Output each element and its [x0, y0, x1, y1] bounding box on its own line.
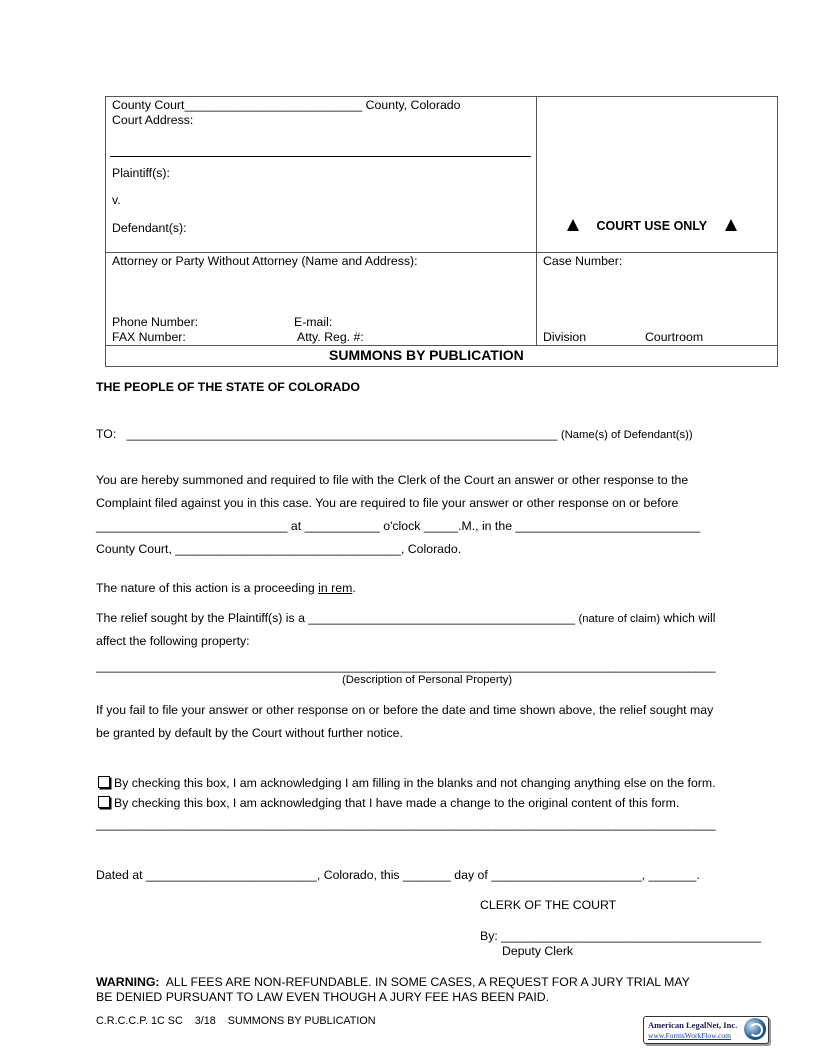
nature-in-rem: in rem	[318, 581, 353, 595]
form-identifier: C.R.C.C.P. 1C SC 3/18 SUMMONS BY PUBLICATION	[96, 1015, 376, 1027]
relief-line	[96, 611, 715, 625]
by-signature-line: By: ______________________________________	[480, 929, 762, 943]
warning-label: WARNING:	[96, 975, 160, 989]
court-use-only	[567, 219, 737, 233]
acknowledge-change[interactable]	[98, 796, 679, 810]
to-label: TO:	[96, 427, 117, 441]
county-court-line: County Court__________________________ County, Colorado	[112, 98, 461, 112]
form-title: SUMMONS BY PUBLICATION	[329, 347, 524, 363]
attorney-label: Attorney or Party Without Attorney (Name and Address):	[112, 254, 418, 268]
acknowledge-change-label: By checking this box, I am acknowledging that I have made a change to the original content of this form.	[114, 796, 680, 810]
acknowledge-no-change[interactable]	[98, 776, 716, 790]
courtroom-label: Courtroom	[645, 330, 704, 344]
warning-text-1: ALL FEES ARE NON-REFUNDABLE. IN SOME CASES, A REQUEST FOR A JURY TRIAL MAY	[165, 975, 690, 989]
relief-suffix: which will	[663, 611, 716, 625]
logo-website-link[interactable]: www.FormsWorkFlow.com	[648, 1031, 732, 1040]
checkbox-icon[interactable]	[98, 796, 110, 808]
atty-reg-label: Atty. Reg. #:	[297, 330, 364, 344]
change-description-line: _____________________________________________________________________________________________	[96, 817, 716, 831]
to-line	[96, 427, 693, 441]
dated-line: Dated at _________________________, Colorado, this _______ day of ______________________, _______.	[96, 868, 700, 882]
summons-paragraph-line-3: ____________________________ at ___________ o'clock _____.M., in the ___________________________	[96, 519, 701, 533]
phone-label: Phone Number:	[112, 315, 199, 329]
defendants-label: Defendant(s):	[112, 221, 187, 235]
nature-prefix: The nature of this action is a proceeding	[96, 581, 319, 595]
versus-label: v.	[112, 193, 121, 207]
deputy-clerk-label: Deputy Clerk	[502, 944, 574, 958]
summons-paragraph-line-2: Complaint filed against you in this case. You are required to file your answer or other response on or before	[96, 496, 679, 510]
warning-line-1	[96, 975, 690, 989]
caption-divider-vertical	[536, 96, 537, 346]
checkbox-icon[interactable]	[98, 776, 110, 788]
address-line	[110, 156, 531, 157]
title-divider	[105, 345, 778, 346]
acknowledge-no-change-label: By checking this box, I am acknowledging I am filling in the blanks and not changing anything else on the form.	[114, 776, 716, 790]
logo-company-name: American LegalNet, Inc.	[648, 1020, 738, 1030]
case-number-label: Case Number:	[543, 254, 623, 268]
court-use-only-label: COURT USE ONLY	[596, 219, 708, 233]
relief-line-2: affect the following property:	[96, 634, 250, 648]
email-label: E-mail:	[294, 315, 333, 329]
warning-line-2: BE DENIED PURSUANT TO LAW EVEN THOUGH A JURY FEE HAS BEEN PAID.	[96, 990, 550, 1004]
publisher-logo[interactable]	[643, 1016, 769, 1044]
division-label: Division	[543, 330, 587, 344]
property-line: _____________________________________________________________________________________________	[96, 659, 716, 673]
caption-divider-horizontal	[105, 252, 778, 253]
to-blank: _______________________________________________________________	[126, 427, 558, 441]
relief-nature-of-claim: (nature of claim)	[578, 613, 661, 625]
triangle-up-icon	[567, 219, 579, 231]
triangle-up-icon	[725, 219, 737, 231]
summons-paragraph-line-4: County Court, _________________________________, Colorado.	[96, 542, 462, 556]
fax-label: FAX Number:	[112, 330, 186, 344]
clerk-of-court: CLERK OF THE COURT	[480, 898, 617, 912]
to-suffix: (Name(s) of Defendant(s))	[560, 429, 693, 441]
nature-line	[96, 581, 356, 595]
nature-suffix: .	[352, 581, 356, 595]
default-line-2: be granted by default by the Court without further notice.	[96, 726, 403, 740]
summons-paragraph-line-1: You are hereby summoned and required to file with the Clerk of the Court an answer or other response to the	[96, 473, 689, 487]
property-caption: (Description of Personal Property)	[342, 674, 513, 686]
default-line-1: If you fail to file your answer or other response on or before the date and time shown above, the relief sought may	[96, 703, 714, 717]
people-heading: THE PEOPLE OF THE STATE OF COLORADO	[96, 380, 360, 394]
relief-prefix: The relief sought by the Plaintiff(s) is a _______________________________________	[96, 611, 576, 625]
globe-icon	[744, 1018, 766, 1040]
court-address-label: Court Address:	[112, 113, 194, 127]
plaintiffs-label: Plaintiff(s):	[112, 166, 170, 180]
